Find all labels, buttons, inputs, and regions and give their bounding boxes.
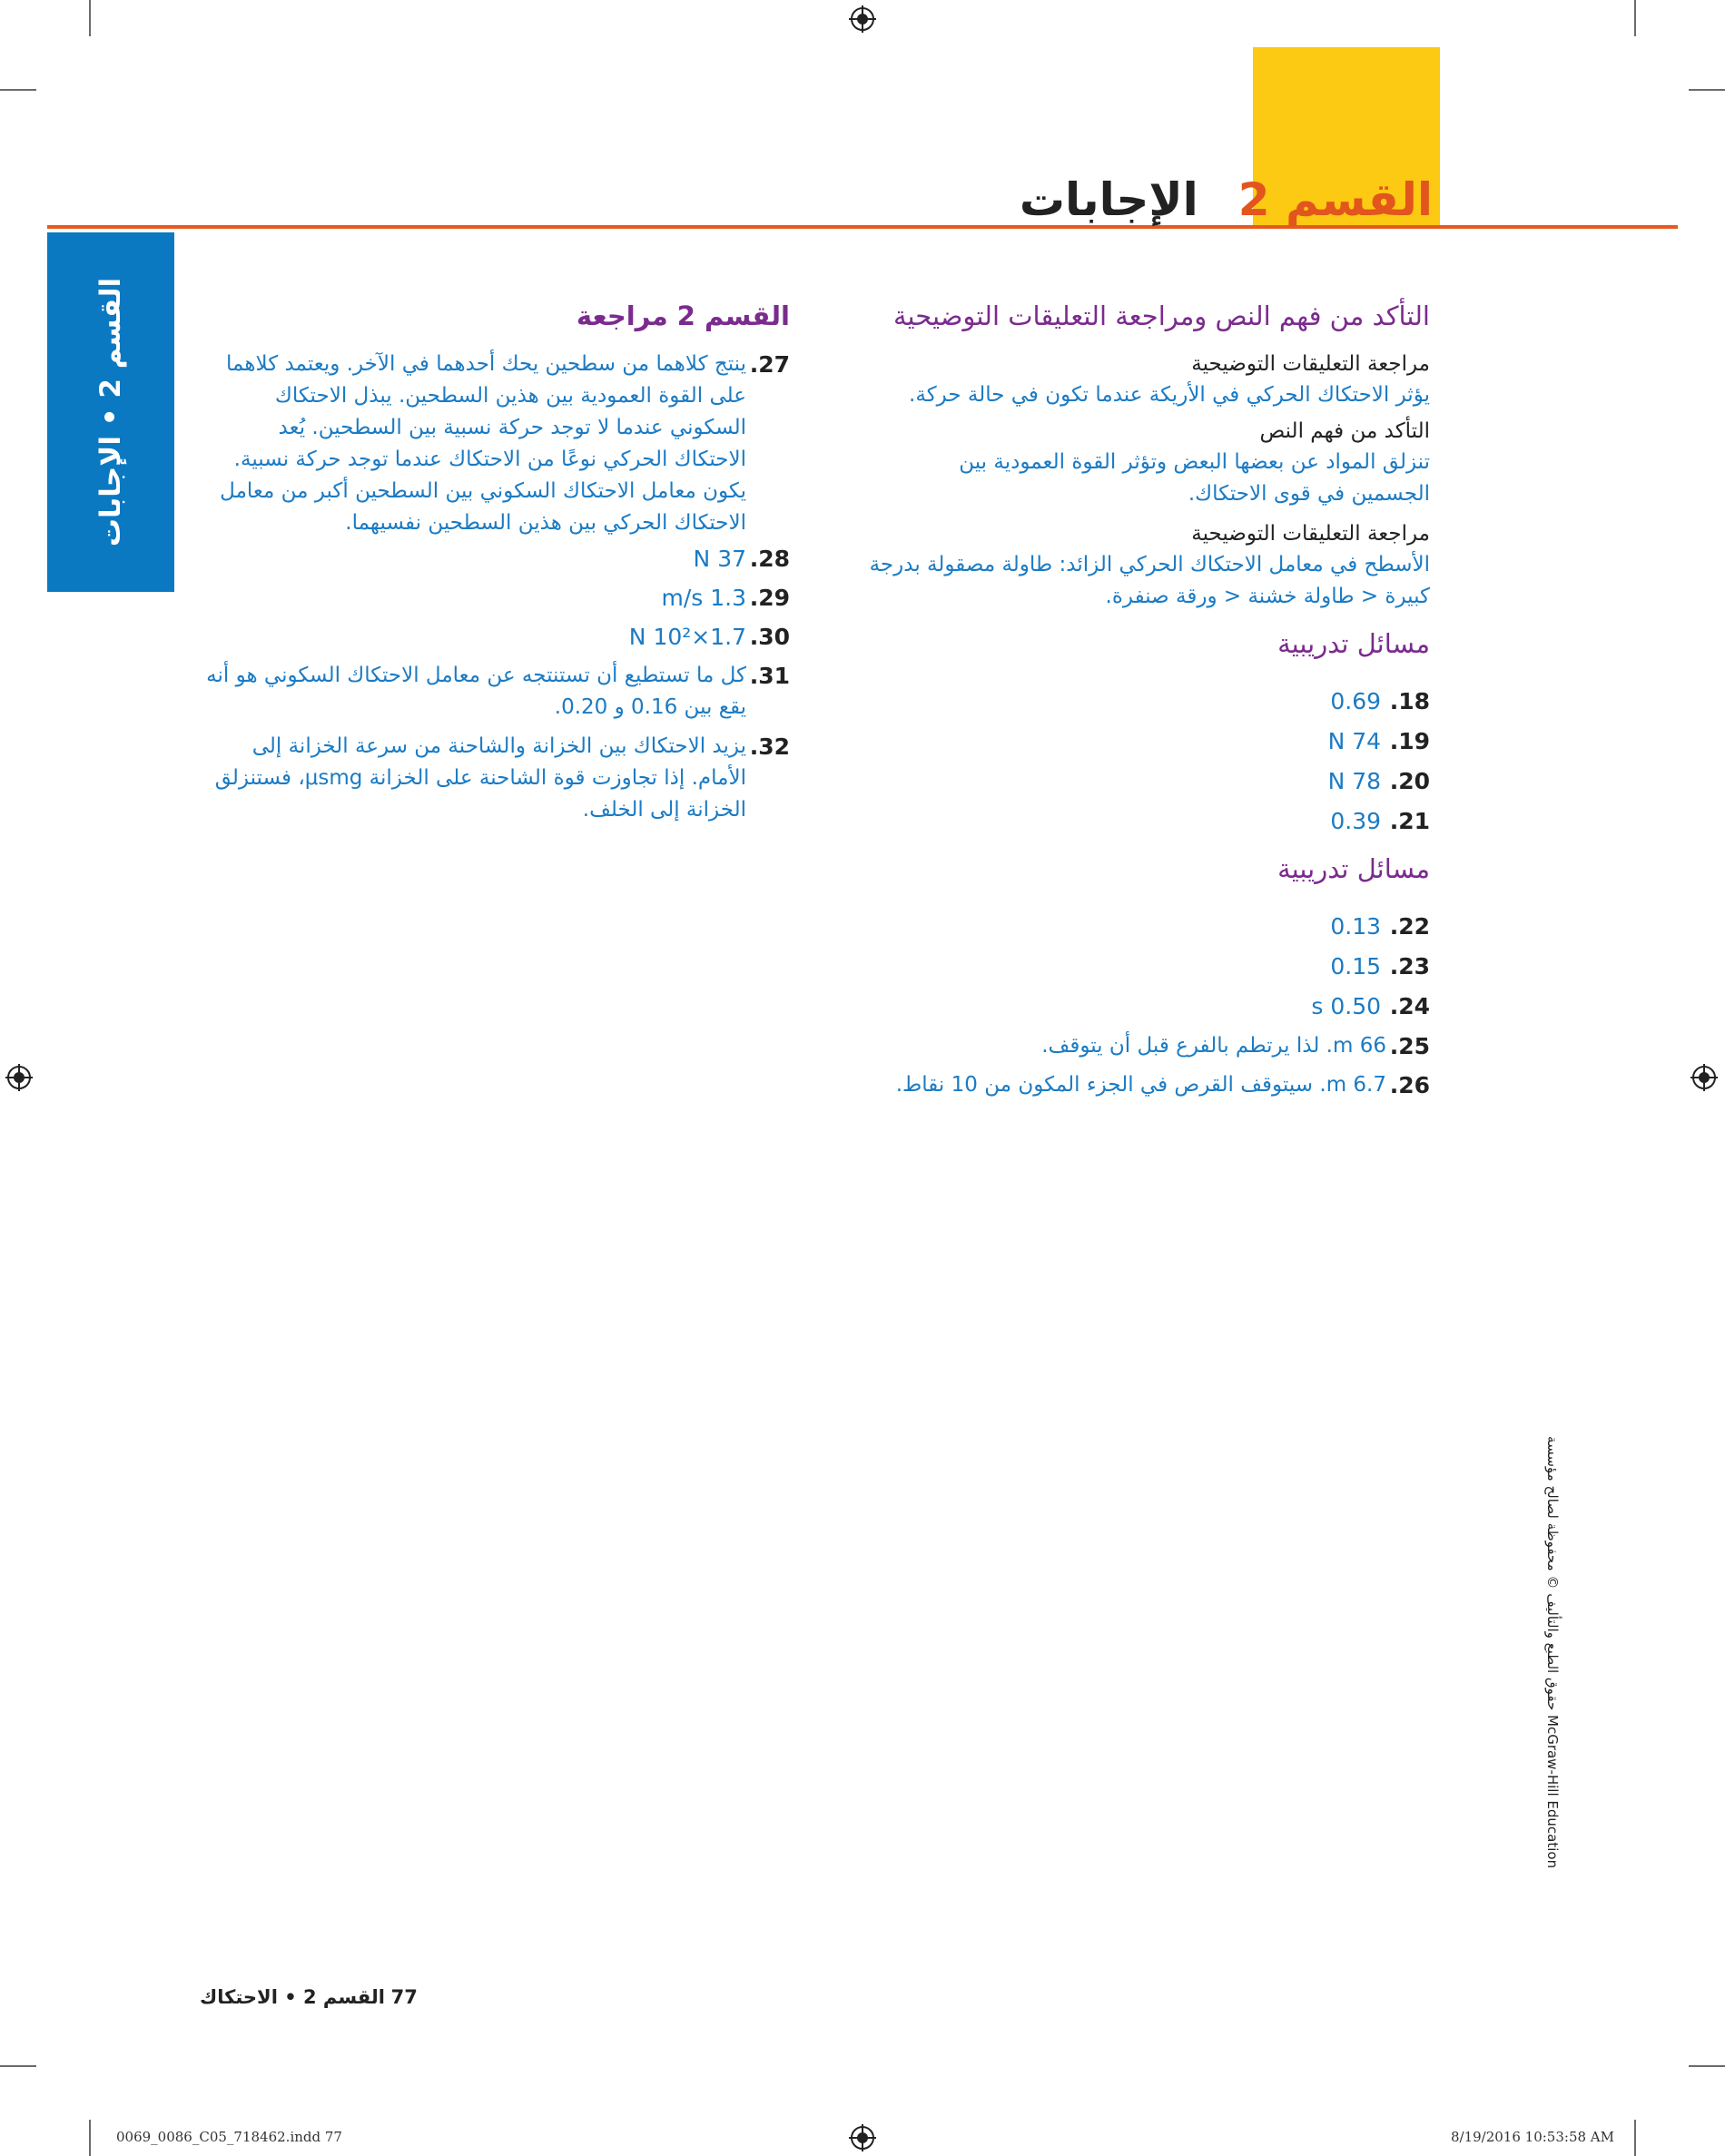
item-answer: 37 N [693,546,746,572]
problem-answer: 0.39 [1330,808,1382,834]
practice-heading: مسائل تدريبية [1277,853,1430,884]
side-tab-label: القسم 2 • الإجابات [94,277,127,547]
crop-mark [0,89,36,91]
problem-answer: 0.50 s [1311,993,1382,1019]
group-answer: يؤثر الاحتكاك الحركي في الأريكة عندما تكون في حالة حركة. [909,383,1430,407]
page-footer [200,1986,418,2008]
registration-mark-icon [849,5,876,33]
problem-item [849,907,1430,947]
group-subhead: التأكد من فهم النص [1259,419,1430,443]
annotation-group [849,519,1430,613]
registration-mark-icon [1690,1064,1718,1091]
problem-answer: 66 m. لذا يرتطم بالفرع قبل أن يتوقف. [1041,1034,1386,1058]
annotation-group [849,349,1430,411]
group-answer: الأسطح في معامل الاحتكاك الحركي الزائد: طاولة مصقولة بدرجة كبيرة < طاولة خشنة < ورقة صنفرة. [869,553,1430,608]
crop-mark [1689,2065,1725,2067]
problem-answer: 0.15 [1330,953,1382,980]
problem-number: 19. [1389,728,1430,754]
annotation-group [849,417,1430,510]
problem-answer: 0.69 [1330,688,1382,714]
section-review-heading: القسم 2 مراجعة [576,300,790,331]
problem-number: 21. [1389,808,1430,834]
title-word: الإجابات [1019,173,1198,226]
practice-heading: مسائل تدريبية [1277,628,1430,659]
group-answer: تنزلق المواد عن بعضها البعض وتؤثر القوة العمودية بين الجسمين في قوى الاحتكاك. [959,450,1430,506]
review-list [202,349,790,826]
problem-number: 23. [1389,953,1430,980]
group-subhead: مراجعة التعليقات التوضيحية [1191,352,1430,376]
review-item [202,660,790,724]
crop-mark [89,0,91,36]
problem-list [849,907,1430,1101]
item-answer: يزيد الاحتكاك بين الخزانة والشاحنة من سرعة الخزانة إلى الأمام. إذا تجاوزت قوة الشاحنة على الخزانة μsmg، فستنزلق الخزانة إلى الخلف. [214,734,746,822]
section-heading: التأكد من فهم النص ومراجعة التعليقات التوضيحية [892,300,1430,331]
item-number: 32. [749,733,790,760]
problem-item [849,1069,1430,1101]
problem-number: 24. [1389,993,1430,1019]
problem-answer: 6.7 m. سيتوقف القرص في الجزء المكون من 10 نقاط. [895,1073,1386,1097]
registration-mark-icon [849,2124,876,2151]
problem-number: 26. [1389,1072,1430,1098]
crop-mark [1634,0,1636,36]
crop-mark [0,2065,36,2067]
item-number: 28. [749,546,790,572]
problem-item [849,947,1430,987]
header-rule [47,225,1678,229]
left-column [202,298,790,826]
crop-mark [1634,2120,1636,2156]
item-answer: كل ما تستطيع أن تستنتجه عن معامل الاحتكاك السكوني هو أنه يقع بين 0.16 و 0.20. [206,664,746,719]
page-title [1020,168,1433,231]
review-item [202,621,790,653]
item-answer: 1.3 m/s [661,585,746,611]
problem-number: 22. [1389,913,1430,940]
problem-item [849,1030,1430,1062]
problem-item [849,802,1430,842]
problem-answer: 0.13 [1330,913,1382,940]
running-footer-text: القسم 2 • الاحتكاك [200,1986,385,2008]
review-item [202,349,790,539]
item-answer: 1.7×10² N [628,624,746,650]
item-number: 29. [749,585,790,611]
item-number: 30. [749,624,790,650]
copyright-notice: حقوق الطبع والتأليف © محفوظة لصالح مؤسسة McGraw-Hill Education [1544,1435,1561,1869]
section-label: القسم 2 [1237,173,1433,226]
item-number: 27. [749,351,790,378]
review-item [202,582,790,614]
problem-number: 18. [1389,688,1430,714]
review-item [202,731,790,826]
slug-file-info: 0069_0086_C05_718462.indd 77 [116,2129,342,2145]
item-answer: ينتج كلاهما من سطحين يحك أحدهما في الآخر. ويعتمد كلاهما على القوة العمودية بين هذين السطحين. يبذل الاحتكاك السكوني عندما لا توجد حركة نسبية بين السطحين. يُعد الاحتكاك الحركي نوعًا من الاحتكاك عندما توجد حركة نسبية. يكون معامل الاحتكاك السكوني بين السطحين أكبر من معامل الاحتكاك الحركي بين هذين السطحين نفسيهما. [220,352,746,535]
problem-item [849,762,1430,802]
review-item [202,543,790,575]
problem-item [849,987,1430,1027]
slug-timestamp: 8/19/2016 10:53:58 AM [1450,2129,1614,2145]
side-tab [47,232,174,592]
crop-mark [89,2120,91,2156]
problem-answer: 74 N [1327,728,1382,754]
right-column [849,298,1430,1101]
problem-item [849,682,1430,722]
problem-number: 20. [1389,768,1430,794]
group-subhead: مراجعة التعليقات التوضيحية [1191,522,1430,546]
item-number: 31. [749,663,790,689]
problem-answer: 78 N [1327,768,1382,794]
problem-number: 25. [1389,1033,1430,1059]
registration-mark-icon [5,1064,33,1091]
problem-item [849,722,1430,762]
problem-list [849,682,1430,842]
crop-mark [1689,89,1725,91]
page-number: 77 [390,1986,418,2008]
